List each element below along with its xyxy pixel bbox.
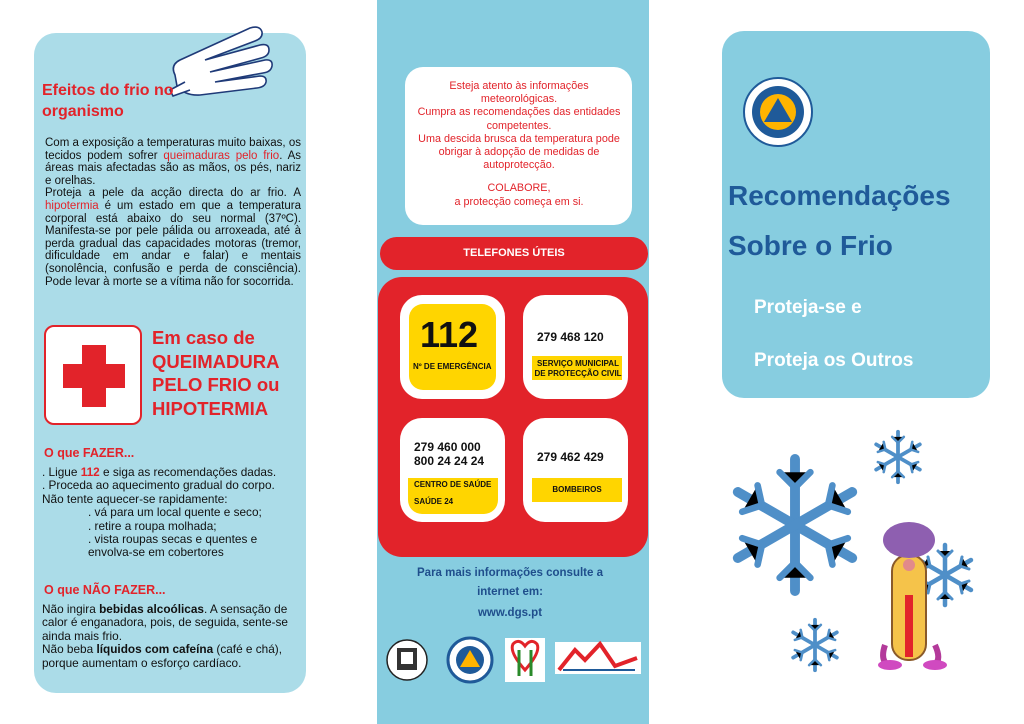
info-line-1: Esteja atento às informações meteorológicas. xyxy=(449,80,589,106)
emergency-line-3: PELO FRIO ou xyxy=(152,374,280,395)
heart-figures-logo xyxy=(505,638,545,682)
snowflake-illustration xyxy=(720,415,990,715)
association-logo xyxy=(555,642,641,674)
effects-p2-b: é um estado em que a temperatura corporal está abaixo do seu normal (37ºC). Manifesta-se por pele pálida ou arroxeada, até à perda gradual das capacidades motoras (tremor, dificuldade em andar e falar) e mentais (sonolência, confusão e perda de consciência). Pode levar à morte se a vítima não for socorrida. xyxy=(45,199,301,288)
todo-5: . retire a roupa molhada; xyxy=(88,518,217,533)
health-label-1: CENTRO DE SAÚDE xyxy=(414,480,492,489)
nottodo-2a: Não beba xyxy=(42,642,97,657)
partner-logos xyxy=(385,630,645,690)
effects-title: Efeitos do frio no organismo xyxy=(42,82,174,120)
todo-1b: e siga as recomendações dadas. xyxy=(99,465,277,479)
snowflake-icon xyxy=(738,459,852,591)
effects-p1-a: Com a exposição a temperaturas muito baixas, os tecidos podem sofrer xyxy=(45,137,301,162)
firefighters-label: BOMBEIROS xyxy=(552,485,602,494)
info-line-3: Uma descida brusca da temperatura pode obrigar à adopção de medidas de autoprotecção. xyxy=(418,132,620,172)
nottodo-2c: (café e chá), porque aumentam o esforço cardíaco. xyxy=(42,642,282,670)
subtitle-line-2: Proteja os Outros xyxy=(754,350,914,371)
what-to-do-title: O que FAZER... xyxy=(44,446,135,460)
emergency-line-2: QUEIMADURA xyxy=(152,350,280,372)
phone-card-civil-protection xyxy=(523,295,628,399)
effects-p1-b: . As áreas mais afectadas são as mãos, os pés, nariz e orelhas. xyxy=(45,149,301,187)
civil-protection-small-logo xyxy=(448,638,492,682)
more-info-text: Para mais informações consulte a internet em: xyxy=(417,567,603,598)
firefighters-number: 279 462 429 xyxy=(537,450,604,464)
todo-6: . vista roupas secas e quentes e envolva-se em cobertores xyxy=(88,532,258,560)
todo-3: Não tente aquecer-se rapidamente: xyxy=(42,491,228,506)
nottodo-1a: Não ingira xyxy=(42,602,100,616)
red-cross-icon xyxy=(44,325,142,425)
effects-p2-a: Proteja a pele da acção directa do ar frio. A xyxy=(45,187,301,200)
nottodo-2b: líquidos com cafeína xyxy=(96,642,214,657)
info-line-2: Cumpra as recomendações das entidades competentes. xyxy=(417,106,621,132)
phone-card-firefighters xyxy=(523,418,628,522)
info-line-5: a protecção começa em si. xyxy=(454,195,584,208)
emergency-line-4: HIPOTERMIA xyxy=(152,397,269,419)
civil-protection-label: SERVIÇO MUNICIPAL DE PROTECÇÃO CIVIL xyxy=(534,359,622,378)
main-title-line-1: Recomendações xyxy=(728,180,951,211)
emergency-number: 112 xyxy=(420,314,479,355)
todo-2: . Proceda ao aquecimento gradual do corpo. xyxy=(42,478,275,493)
emergency-line-1: Em caso de xyxy=(152,327,255,348)
civil-protection-logo xyxy=(742,76,814,148)
todo-1a: . Ligue xyxy=(42,465,81,479)
what-not-to-do-list xyxy=(42,603,304,670)
info-text xyxy=(410,80,628,209)
emergency-label: Nº DE EMERGÊNCIA xyxy=(413,362,492,371)
website-link[interactable]: www.dgs.pt xyxy=(477,607,543,619)
todo-4: . vá para um local quente e seco; xyxy=(88,505,262,520)
snowflake-icon xyxy=(876,432,920,482)
subtitle-line-1: Proteja-se e xyxy=(754,297,862,318)
snowflake-icon xyxy=(793,620,837,670)
emergency-title xyxy=(152,326,302,420)
effects-p2-highlight: hipotermia xyxy=(45,199,99,212)
nottodo-1b: bebidas alcoólicas xyxy=(99,602,204,616)
health-number-2: 800 24 24 24 xyxy=(414,454,485,468)
info-line-4: COLABORE, xyxy=(487,182,551,195)
main-title-line-2: Sobre o Frio xyxy=(728,230,893,261)
nottodo-1c: . A sensação de calor é enganadora, pois, de seguida, sente-se ainda mais frio. xyxy=(42,602,288,643)
civil-protection-number: 279 468 120 xyxy=(537,330,604,344)
effects-p1-highlight: queimaduras pelo frio xyxy=(163,149,280,162)
what-not-to-do-title: O que NÃO FAZER... xyxy=(44,583,166,597)
municipal-crest-logo xyxy=(387,640,427,680)
thermometer-character xyxy=(878,522,947,670)
what-to-do-list xyxy=(42,466,304,560)
todo-112: 112 xyxy=(80,465,100,479)
health-label-2: SAÚDE 24 xyxy=(414,497,454,506)
effects-text xyxy=(45,137,301,288)
phones-header-label: TELEFONES ÚTEIS xyxy=(463,247,565,259)
health-number-1: 279 460 000 xyxy=(414,440,481,454)
